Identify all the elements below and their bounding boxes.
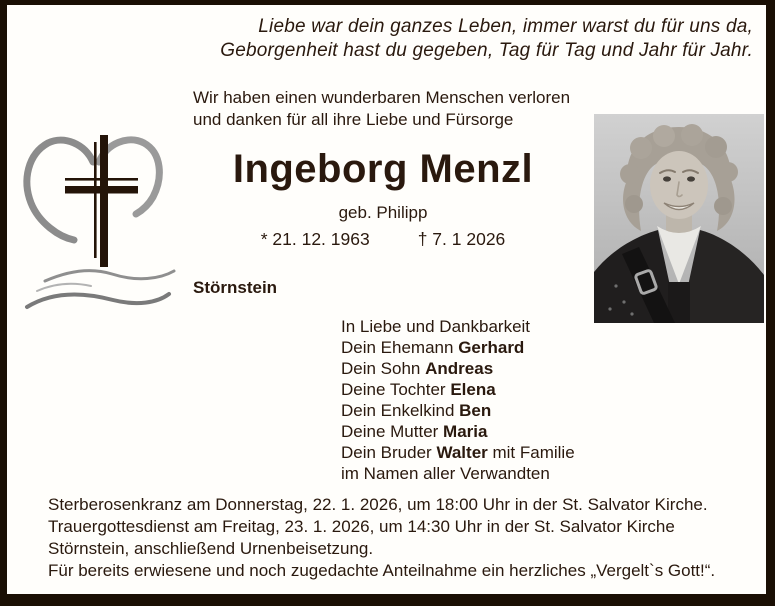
cross-thin-vertical <box>94 142 97 258</box>
epitaph-quote <box>220 15 753 63</box>
service-line-4: Für bereits erwiesene und noch zugedachte Anteilnahme ein herzliches „Vergelt`s Gott!“. <box>48 561 716 580</box>
service-line-1: Sterberosenkranz am Donnerstag, 22. 1. 2026, um 18:00 Uhr in der St. Salvator Kirche. <box>48 495 708 514</box>
mourner-line: Dein Ehemann Gerhard <box>341 338 525 357</box>
mourner-line: Dein Bruder Walter mit Familie <box>341 443 575 462</box>
deceased-name: Ingeborg Menzl <box>232 147 534 191</box>
maiden-name: geb. Philipp <box>338 203 428 222</box>
service-line-2: Trauergottesdienst am Freitag, 23. 1. 2026, um 14:30 Uhr in der St. Salvator Kirche <box>48 517 675 536</box>
quote-line-2: Geborgenheit hast du gegeben, Tag für Tag und Jahr für Jahr. <box>220 40 753 61</box>
mourners-list <box>341 316 575 484</box>
mourner-line: Deine Mutter Maria <box>341 422 488 441</box>
cross-thin-horizontal <box>65 178 138 181</box>
intro-line-2: und danken für all ihre Liebe und Fürsorge <box>193 110 514 129</box>
mourner-line: Dein Sohn Andreas <box>341 359 494 378</box>
mourner-line: im Namen aller Verwandten <box>341 464 550 483</box>
life-dates <box>193 229 573 250</box>
mourner-line: In Liebe und Dankbarkeit <box>341 317 531 336</box>
intro-text <box>193 87 570 131</box>
service-line-3: Störnstein, anschließend Urnenbeisetzung. <box>48 539 374 558</box>
portrait-photo <box>594 114 764 323</box>
mourner-line: Dein Enkelkind Ben <box>341 401 492 420</box>
death-date: † 7. 1 2026 <box>417 229 506 249</box>
mourner-line: Deine Tochter Elena <box>341 380 496 399</box>
intro-line-1: Wir haben einen wunderbaren Menschen verloren <box>193 88 571 107</box>
place-name: Störnstein <box>193 278 278 297</box>
service-details <box>48 494 715 582</box>
quote-line-1: Liebe war dein ganzes Leben, immer warst du für uns da, <box>258 16 753 37</box>
heart-cross-waves-icon <box>15 110 180 315</box>
birth-date: * 21. 12. 1963 <box>260 229 370 249</box>
cross-thick-vertical <box>100 135 108 267</box>
cross-thick-horizontal <box>65 186 138 194</box>
